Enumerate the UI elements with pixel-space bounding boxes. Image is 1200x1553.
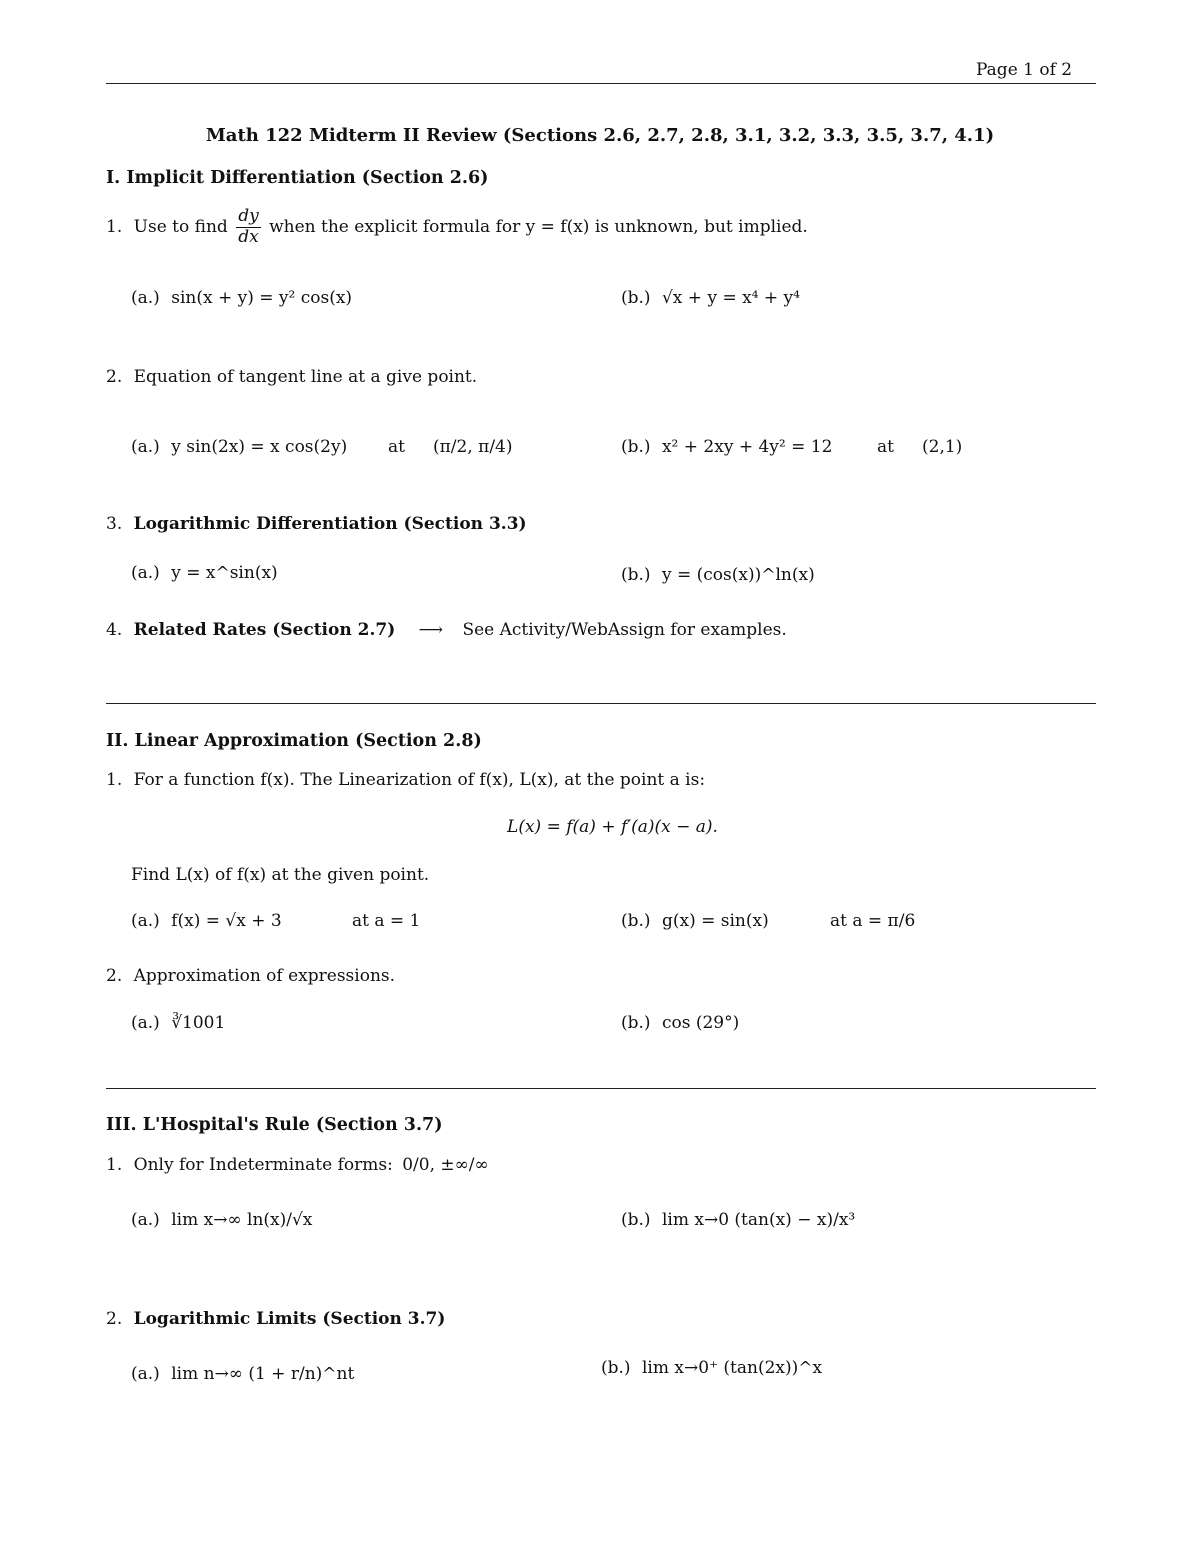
- s1-q1a-label: (a.): [131, 288, 160, 308]
- s1-q3a-label: (a.): [131, 563, 160, 583]
- s1-q3-number: 3.: [106, 514, 123, 534]
- s1-q2a-at: at: [388, 437, 405, 457]
- s1-q1-frac-num: dy: [238, 206, 259, 226]
- s1-q3b-expr: y = (cos(x))^ln(x): [661, 565, 815, 585]
- s2-q2: [106, 966, 395, 986]
- s1-q4-arrow: ⟶: [418, 620, 444, 640]
- s2-q2-text: Approximation of expressions.: [133, 966, 396, 986]
- s1-q1-text-pre: Use to find: [133, 216, 228, 237]
- section-divider-1: [106, 703, 1096, 704]
- s2-q1a-label: (a.): [131, 911, 160, 931]
- s2-q1-number: 1.: [106, 770, 123, 790]
- s2-q1b-label: (b.): [621, 911, 651, 931]
- section-3-heading: III. L'Hospital's Rule (Section 3.7): [106, 1115, 443, 1135]
- s3-q1: [106, 1155, 489, 1175]
- s1-q1b-expr: √x + y = x⁴ + y⁴: [661, 288, 800, 308]
- s3-q1a-expr: lim x→∞ ln(x)/√x: [171, 1210, 313, 1230]
- s2-q2b: [621, 1013, 739, 1033]
- s2-find-text: Find L(x) of f(x) at the given point.: [131, 865, 430, 885]
- s3-q1-forms: 0/0, ±∞/∞: [402, 1155, 489, 1175]
- s1-q2a: [131, 437, 347, 457]
- s2-q2a: [131, 1013, 225, 1033]
- s1-q3: [106, 514, 527, 534]
- s3-q1b-expr: lim x→0 (tan(x) − x)/x³: [661, 1210, 856, 1230]
- s2-q1a-at: at a = 1: [352, 911, 421, 931]
- s2-formula: L(x) = f(a) + f′(a)(x − a).: [507, 817, 718, 837]
- s2-q1-text: For a function f(x). The Linearization of f(x), L(x), at the point a is:: [133, 770, 706, 790]
- s1-q2a-expr: y sin(2x) = x cos(2y): [171, 437, 348, 457]
- s2-q2b-label: (b.): [621, 1013, 651, 1033]
- s1-q1b: [621, 288, 800, 308]
- s2-q2a-expr: ∛1001: [171, 1013, 226, 1033]
- s3-q1b: [621, 1210, 855, 1230]
- s1-q1a-expr: sin(x + y) = y² cos(x): [171, 288, 353, 308]
- s3-q2-text: Logarithmic Limits (Section 3.7): [133, 1309, 446, 1329]
- s1-q2a-point: (π/2, π/4): [433, 437, 513, 457]
- s3-q1-number: 1.: [106, 1155, 123, 1175]
- page-number: Page 1 of 2: [976, 60, 1073, 80]
- s1-q1-number: 1.: [106, 216, 123, 237]
- s1-q3a-expr: y = x^sin(x): [171, 563, 278, 583]
- s1-q2a-label: (a.): [131, 437, 160, 457]
- s1-q4-number: 4.: [106, 620, 123, 640]
- section-divider-2: [106, 1088, 1096, 1089]
- s2-q1: [106, 770, 705, 790]
- s2-q2b-expr: cos (29°): [661, 1013, 740, 1033]
- s3-q1a-label: (a.): [131, 1210, 160, 1230]
- s3-q2b-expr: lim x→0⁺ (tan(2x))^x: [641, 1358, 823, 1378]
- s3-q2b: [601, 1358, 822, 1378]
- s1-q2: [106, 367, 477, 387]
- s3-q2a-label: (a.): [131, 1364, 160, 1384]
- s1-q3-text: Logarithmic Differentiation (Section 3.3): [133, 514, 527, 534]
- s1-q4-text: Related Rates (Section 2.7): [133, 620, 396, 640]
- s2-q1a-expr: f(x) = √x + 3: [171, 911, 282, 931]
- s2-q1b-at: at a = π/6: [830, 911, 916, 931]
- s1-q1-frac-den: dx: [238, 226, 259, 247]
- s2-q1b: [621, 911, 769, 931]
- s1-q1-dydx: [236, 208, 261, 247]
- s3-q2a-expr: lim n→∞ (1 + r/n)^nt: [171, 1364, 355, 1384]
- s1-q1a: [131, 288, 352, 308]
- s1-q1b-label: (b.): [621, 288, 651, 308]
- s1-q2-number: 2.: [106, 367, 123, 387]
- s2-q1a: [131, 911, 282, 931]
- s3-q2b-label: (b.): [601, 1358, 631, 1378]
- s3-q1a: [131, 1210, 312, 1230]
- s1-q4-note: See Activity/WebAssign for examples.: [462, 620, 787, 640]
- s3-q2-number: 2.: [106, 1309, 123, 1329]
- s1-q2b-label: (b.): [621, 437, 651, 457]
- s2-q1b-expr: g(x) = sin(x): [661, 911, 769, 931]
- s1-q2b-point: (2,1): [922, 437, 963, 457]
- section-1-heading: I. Implicit Differentiation (Section 2.6): [106, 168, 489, 188]
- s1-q2-text: Equation of tangent line at a give point.: [133, 367, 478, 387]
- s1-q1-text-post: when the explicit formula for y = f(x) is unknown, but implied.: [269, 216, 808, 237]
- s1-q3b-label: (b.): [621, 565, 651, 585]
- s3-q1b-label: (b.): [621, 1210, 651, 1230]
- s3-q1-text: Only for Indeterminate forms:: [133, 1155, 393, 1175]
- s3-q2a: [131, 1364, 354, 1384]
- section-2-heading: II. Linear Approximation (Section 2.8): [106, 731, 482, 751]
- page-title: Math 122 Midterm II Review (Sections 2.6, 2.7, 2.8, 3.1, 3.2, 3.3, 3.5, 3.7, 4.1): [205, 125, 995, 146]
- s1-q2b-expr: x² + 2xy + 4y² = 12: [661, 437, 833, 457]
- s1-q4: [106, 620, 787, 640]
- s1-q3a: [131, 563, 278, 583]
- s1-q3b: [621, 565, 815, 585]
- s1-q2b-at: at: [877, 437, 894, 457]
- s3-q2: [106, 1309, 445, 1329]
- header-rule: [106, 83, 1096, 84]
- s1-q2b: [621, 437, 832, 457]
- s1-q1: [106, 208, 808, 247]
- s2-q2a-label: (a.): [131, 1013, 160, 1033]
- s2-q2-number: 2.: [106, 966, 123, 986]
